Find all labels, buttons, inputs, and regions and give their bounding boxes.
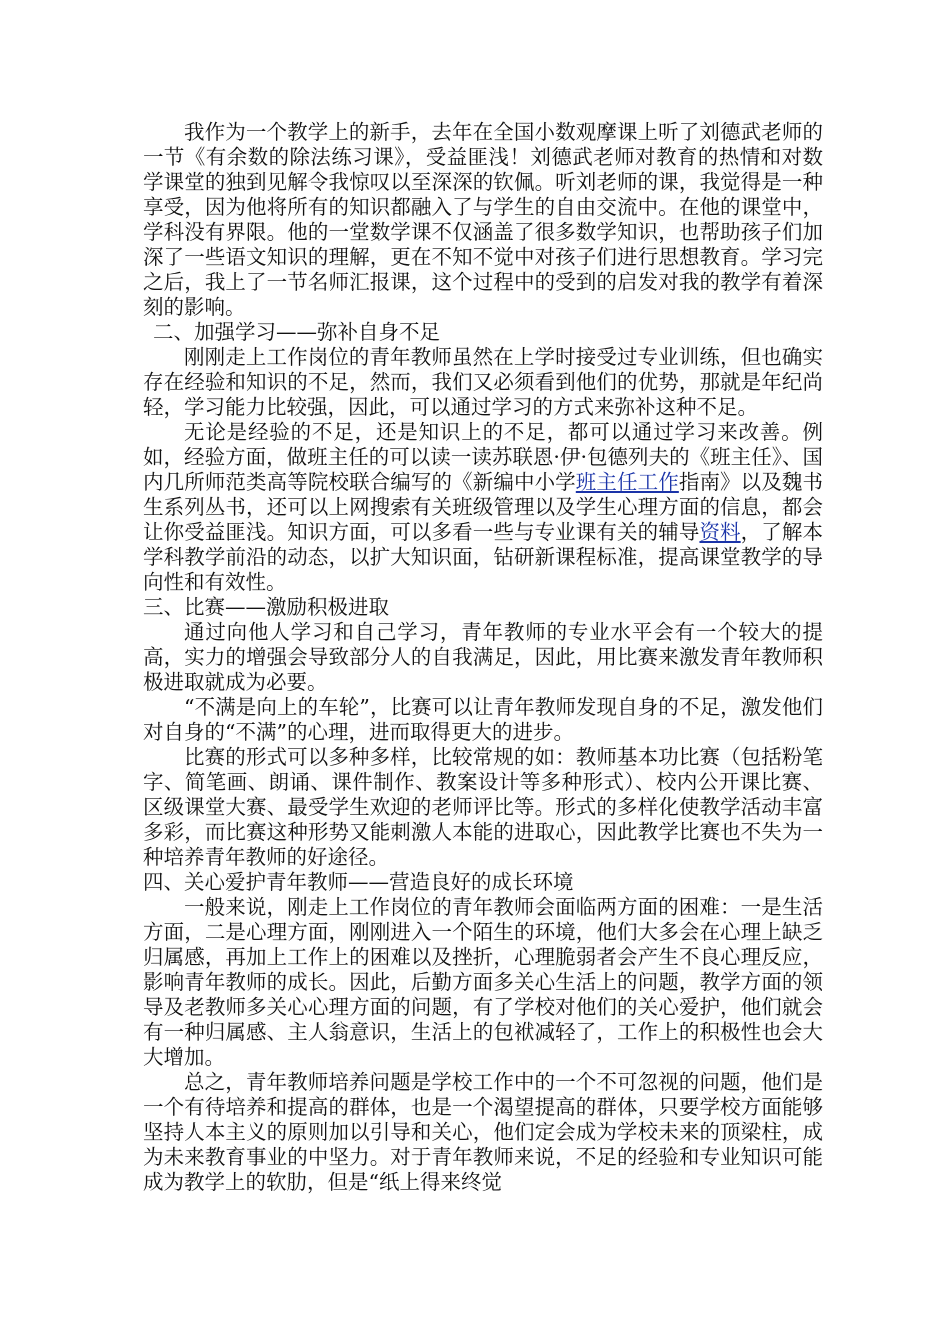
section-heading: [143, 320, 823, 345]
section-heading: [143, 595, 823, 620]
paragraph: [143, 1070, 823, 1195]
section-heading: [143, 870, 823, 895]
text-run: 无论是经验的不足，还是知识上的不足，都可以通过学习来改善。例如，经验方面，做班主任的可以读一读苏联恩·伊·包德列夫的《班主任》、国内几所师范类高等院校联合编写的《新编中小学: [143, 420, 823, 494]
paragraph: [143, 895, 823, 1070]
paragraph: [143, 745, 823, 870]
text-run: 刚刚走上工作岗位的青年教师虽然在上学时接受过专业训练，但也确实存在经验和知识的不足，然而，我们又必须看到他们的优势，那就是年纪尚轻，学习能力比较强，因此，可以通过学习的方式来弥补这种不足。: [143, 345, 823, 419]
text-run: “不满是向上的车轮”，比赛可以让青年教师发现自身的不足，激发他们对自身的“不满”的心理，进而取得更大的进步。: [143, 695, 823, 744]
text-run: 四、关心爱护青年教师——营造良好的成长环境: [143, 870, 574, 894]
text-run: 我作为一个教学上的新手，去年在全国小数观摩课上听了刘德武老师的一节《有余数的除法练习课》，受益匪浅！刘德武老师对教育的热情和对数学课堂的独到见解令我惊叹以至深深的钦佩。听刘老师的课，我觉得是一种享受，因为他将所有的知识都融入了与学生的自由交流中。在他的课堂中，学科没有界限。他的一堂数学课不仅涵盖了很多数学知识，也帮助孩子们加深了一些语文知识的理解，更在不知不觉中对孩子们进行思想教育。学习完之后，我上了一节名师汇报课，这个过程中的受到的启发对我的教学有着深刻的影响。: [143, 120, 823, 319]
paragraph: [143, 695, 823, 745]
inline-link[interactable]: 资料: [699, 520, 741, 544]
paragraph: [143, 420, 823, 595]
text-run: 比赛的形式可以多种多样，比较常规的如：教师基本功比赛（包括粉笔字、简笔画、朗诵、课件制作、教案设计等多种形式）、校内公开课比赛、区级课堂大赛、最受学生欢迎的老师评比等。形式的多样化使教学活动丰富多彩，而比赛这种形势又能刺激人本能的进取心，因此教学比赛也不失为一种培养青年教师的好途径。: [143, 745, 823, 869]
text-run: 一般来说，刚走上工作岗位的青年教师会面临两方面的困难：一是生活方面，二是心理方面，刚刚进入一个陌生的环境，他们大多会在心理上缺乏归属感，再加上工作上的困难以及挫折，心理脆弱者会产生不良心理反应，影响青年教师的成长。因此，后勤方面多关心生活上的问题，教学方面的领导及老教师多关心心理方面的问题，有了学校对他们的关心爱护，他们就会有一种归属感、主人翁意识，生活上的包袱减轻了，工作上的积极性也会大大增加。: [143, 895, 823, 1069]
text-run: 通过向他人学习和自己学习，青年教师的专业水平会有一个较大的提高，实力的增强会导致部分人的自我满足，因此，用比赛来激发青年教师积极进取就成为必要。: [143, 620, 823, 694]
text-run: 指南》以及魏书生系列丛书，还可以上网搜索有关班级管理以及学生心理方面的信息，都会让你受益匪浅。知识方面，可以多看一些与专业课有关的辅导: [143, 470, 823, 544]
document-body: [143, 120, 823, 1195]
inline-link[interactable]: 班主任工作: [575, 470, 679, 494]
paragraph: [143, 620, 823, 695]
paragraph: [143, 120, 823, 320]
text-run: 二、加强学习——弥补自身不足: [153, 320, 440, 344]
text-run: 总之，青年教师培养问题是学校工作中的一个不可忽视的问题，他们是一个有待培养和提高的群体，也是一个渴望提高的群体，只要学校方面能够坚持人本主义的原则加以引导和关心，他们定会成为学校未来的顶梁柱，成为未来教育事业的中坚力。对于青年教师来说，不足的经验和专业知识可能成为教学上的软肋，但是“纸上得来终觉: [143, 1070, 823, 1194]
text-run: ，了解本学科教学前沿的动态，以扩大知识面，钻研新课程标准，提高课堂教学的导向性和有效性。: [143, 520, 823, 594]
text-run: 三、比赛——激励积极进取: [143, 595, 389, 619]
paragraph: [143, 345, 823, 420]
